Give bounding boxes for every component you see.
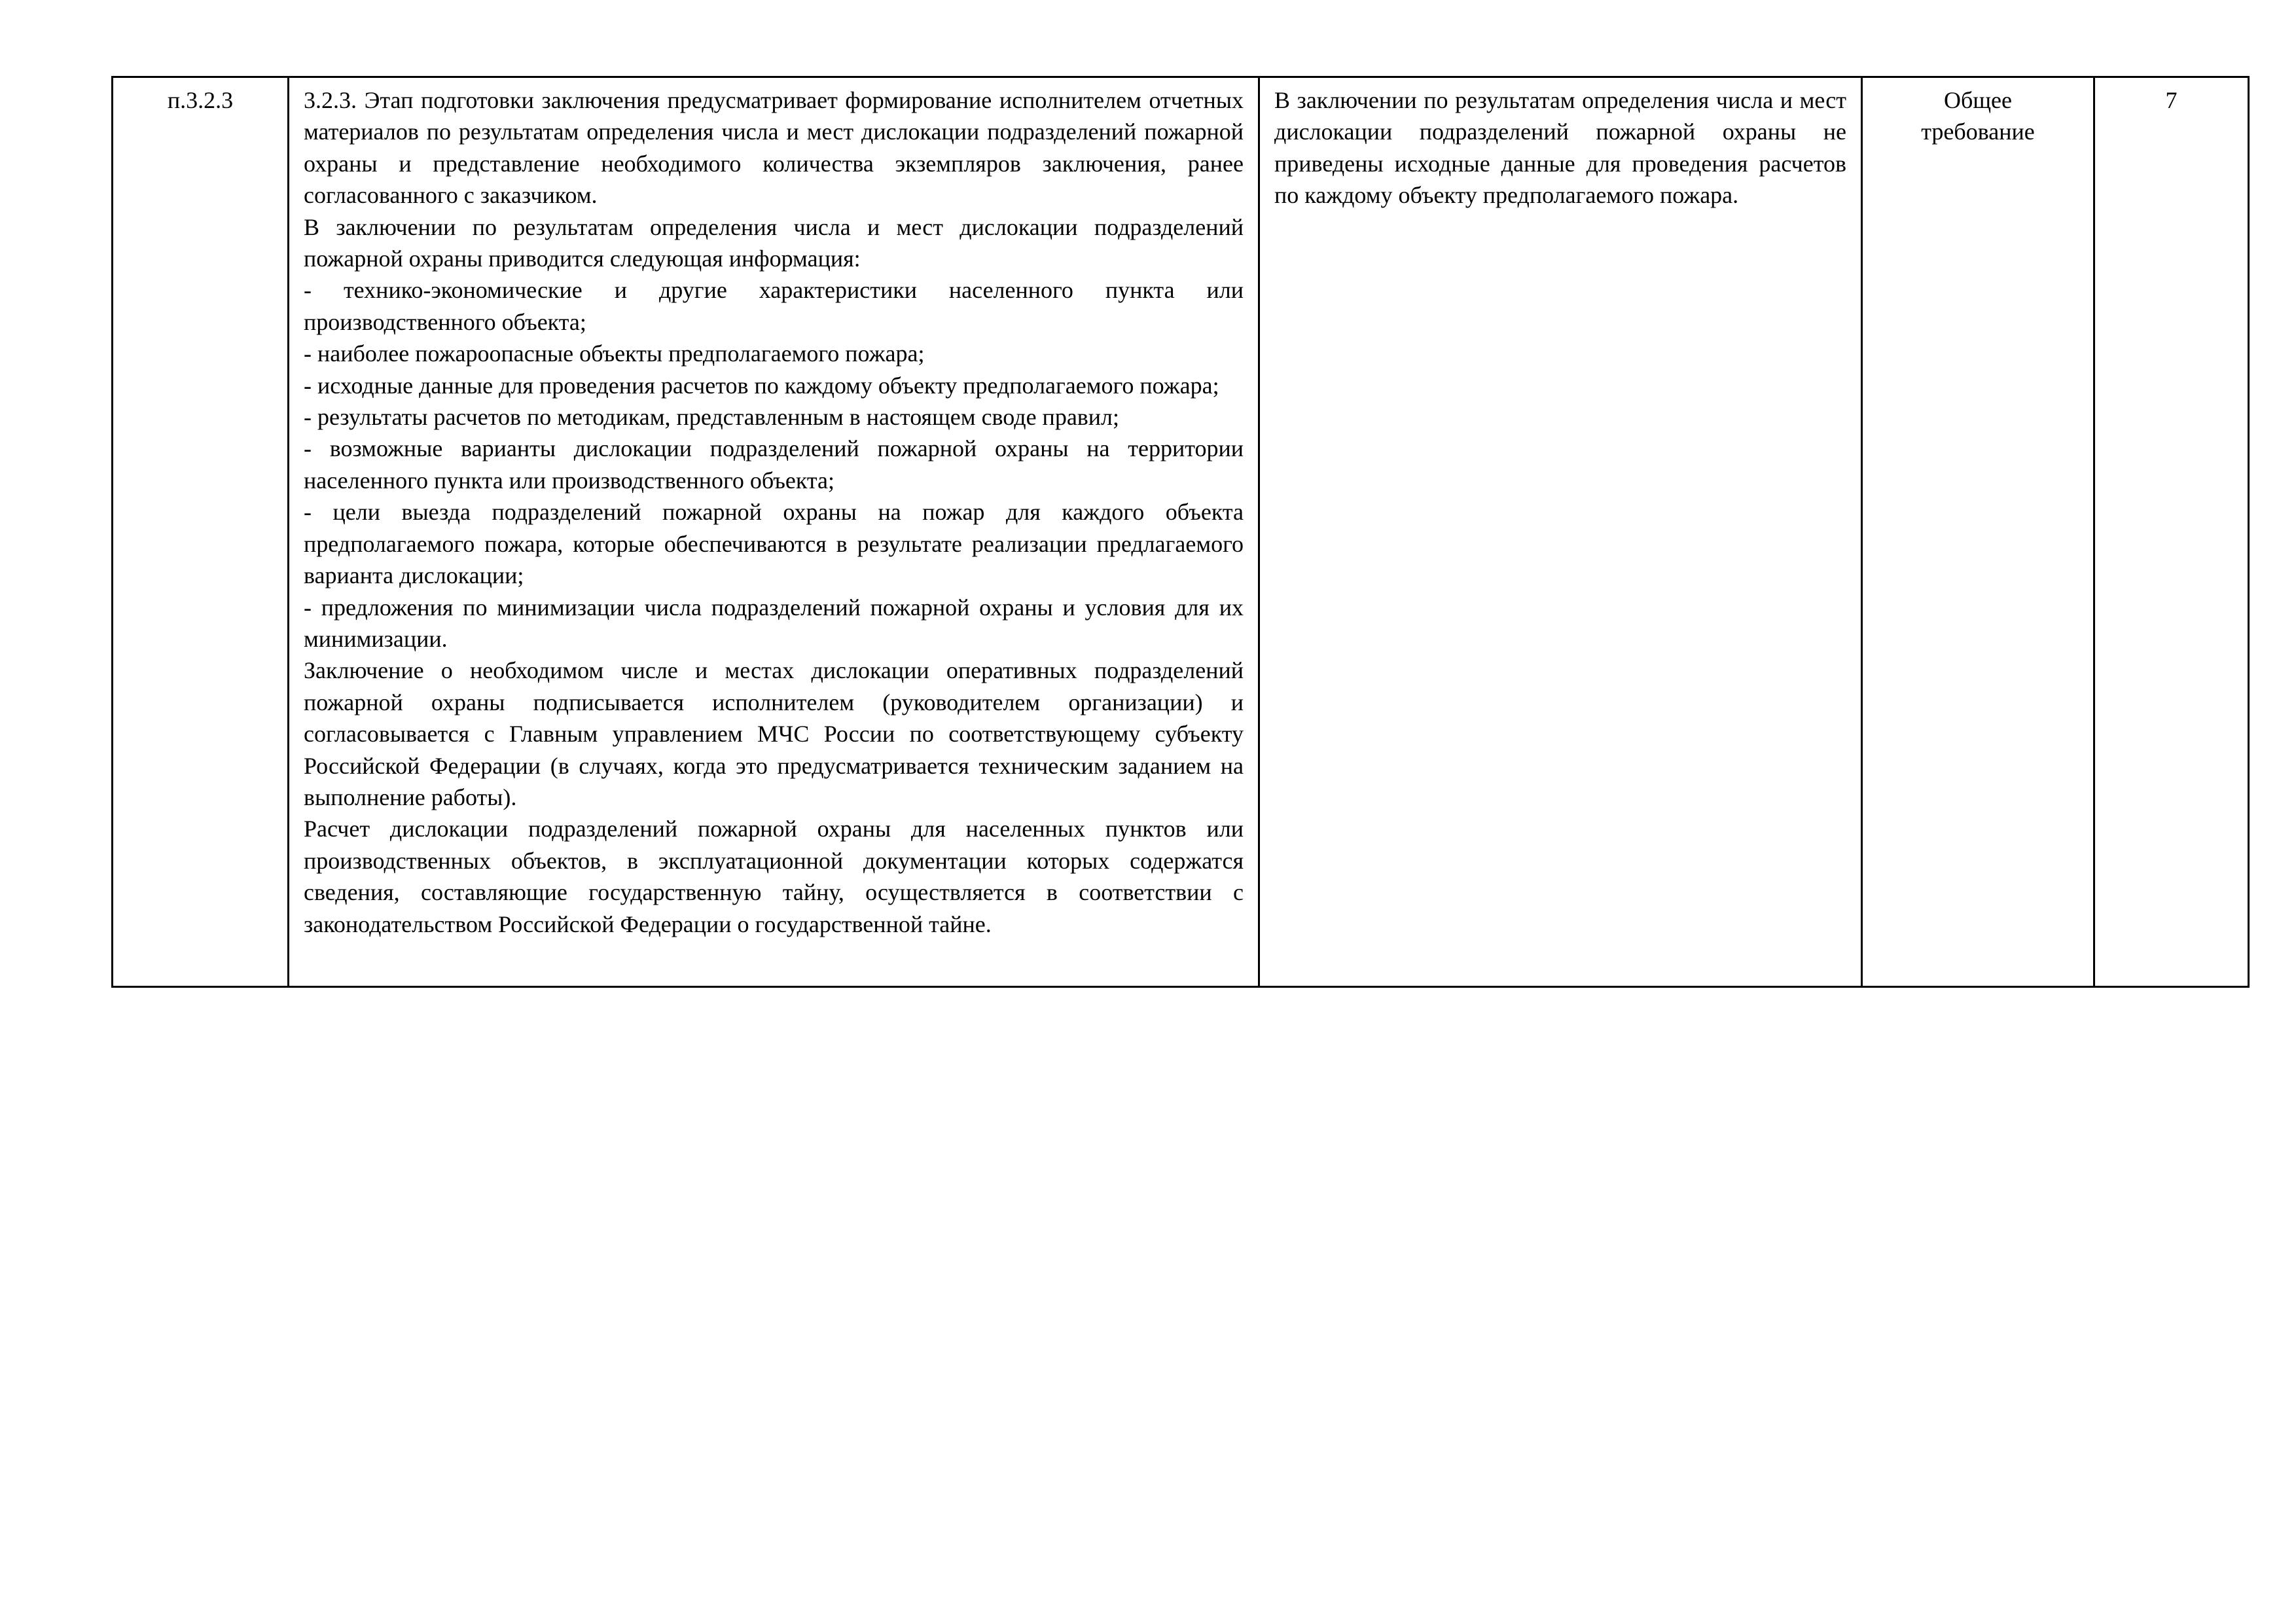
text-paragraph: 3.2.3. Этап подготовки заключения предусматривает формирование исполнителем отчетных материалов по результатам определения числа и мест дислокации подразделений пожарной охраны и представление необходимого количества экземпляров заключения, ранее согласованного с заказчиком.	[304, 87, 1244, 209]
text-paragraph: - возможные варианты дислокации подразделений пожарной охраны на территории населенного пункта или производственного объекта;	[304, 435, 1244, 494]
violation-cell	[1259, 77, 1862, 987]
requirement-text-cell	[289, 77, 1259, 987]
row-number-cell	[2094, 77, 2249, 987]
text-paragraph: - цели выезда подразделений пожарной охраны на пожар для каждого объекта предполагаемого пожара, которые обеспечиваются в результате реализации предлагаемого варианта дислокации;	[304, 499, 1244, 589]
requirements-table	[111, 76, 2250, 988]
text-paragraph: В заключении по результатам определения числа и мест дислокации подразделений пожарной охраны приводится следующая информация:	[304, 213, 1244, 272]
row-number: 7	[2165, 87, 2178, 113]
requirement-type-text: Общее требование	[1921, 87, 2035, 145]
text-paragraph: - наиболее пожароопасные объекты предполагаемого пожара;	[304, 340, 925, 367]
text-paragraph: Расчет дислокации подразделений пожарной охраны для населенных пунктов или производственных объектов, в эксплуатационной документации которых содержатся сведения, составляющие государственную тайну, осуществляется в соответствии с законодательством Российской Федерации о государственной тайне.	[304, 816, 1244, 937]
reference-text: п.3.2.3	[167, 87, 234, 113]
requirement-type-cell	[1862, 77, 2094, 987]
reference-cell	[113, 77, 289, 987]
text-paragraph: - результаты расчетов по методикам, представленным в настоящем своде правил;	[304, 404, 1120, 431]
text-paragraph: - технико-экономические и другие характеристики населенного пункта или производственного объекта;	[304, 277, 1244, 335]
text-paragraph: - предложения по минимизации числа подразделений пожарной охраны и условия для их минимизации.	[304, 594, 1244, 652]
table-row	[113, 77, 2249, 987]
text-paragraph: Заключение о необходимом числе и местах дислокации оперативных подразделений пожарной охраны подписывается исполнителем (руководителем организации) и согласовывается с Главным управлением МЧС России по соответствующему субъекту Российской Федерации (в случаях, когда это предусматривается техническим заданием на выполнение работы).	[304, 657, 1244, 810]
text-paragraph: - исходные данные для проведения расчетов по каждому объекту предполагаемого пожара;	[304, 372, 1219, 399]
violation-text: В заключении по результатам определения числа и мест дислокации подразделений пожарной охраны не приведены исходные данные для проведения расчетов по каждому объекту предполагаемого пожара.	[1274, 87, 1846, 209]
